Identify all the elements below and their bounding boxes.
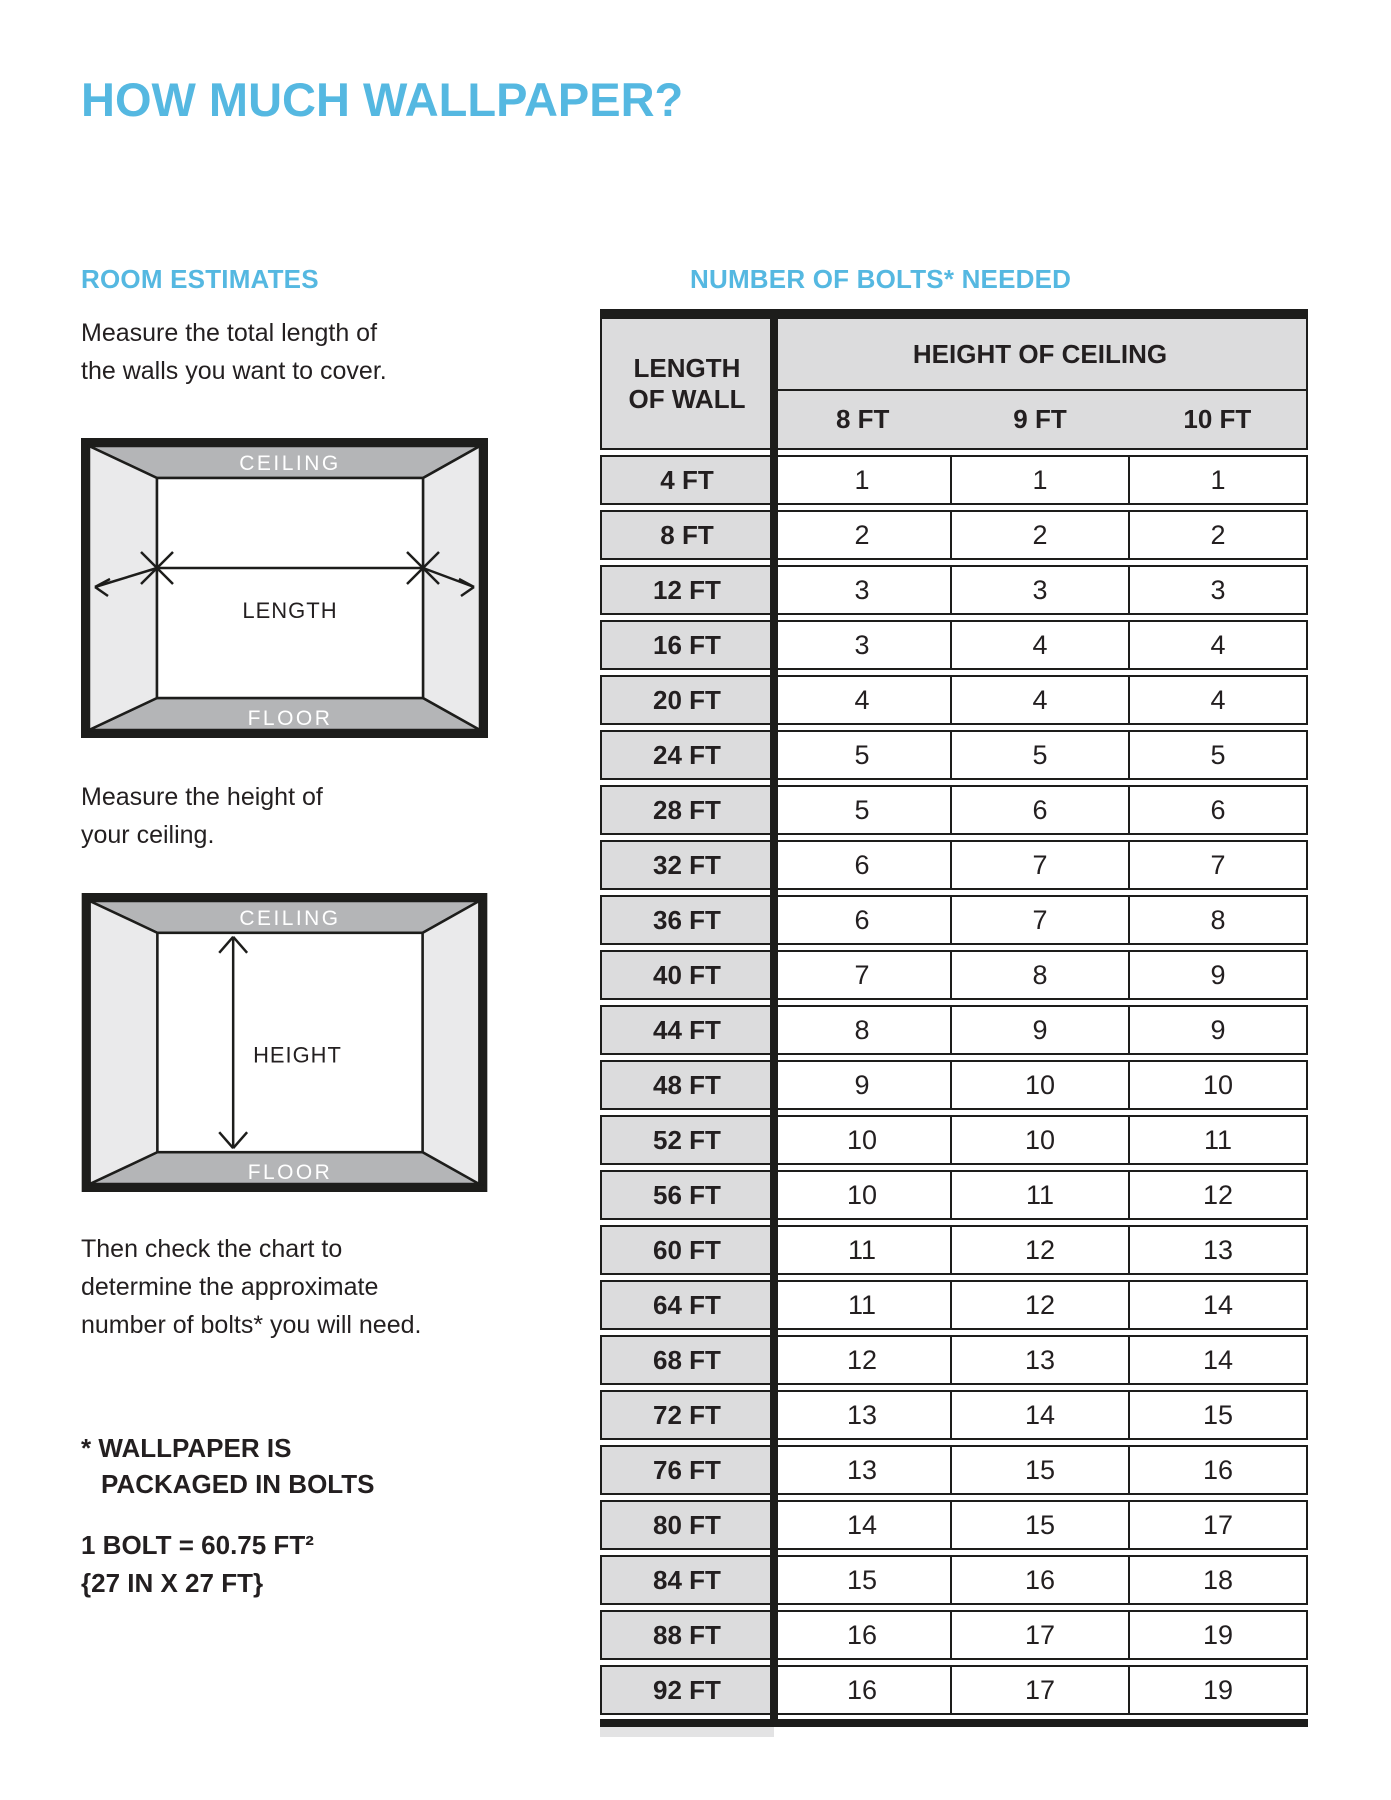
bolt-count-cell: 19 bbox=[1128, 1667, 1306, 1713]
table-bottom-border bbox=[600, 1719, 1308, 1727]
bolt-count-cell: 3 bbox=[950, 567, 1128, 613]
bolt-count-cell: 4 bbox=[1128, 622, 1306, 668]
bolt-count-cell: 4 bbox=[1128, 677, 1306, 723]
bolt-count-cell: 3 bbox=[1128, 567, 1306, 613]
wall-length-label: 52 FT bbox=[600, 1115, 774, 1165]
bolt-count-cell: 9 bbox=[1128, 1007, 1306, 1053]
bolt-count-cell: 13 bbox=[950, 1337, 1128, 1383]
table-row bbox=[600, 1665, 1308, 1715]
ceiling-height-column-header: 9 FT bbox=[1013, 404, 1067, 434]
bolt-count-cell: 10 bbox=[846, 1179, 878, 1210]
text-line: Measure the total length of bbox=[81, 319, 378, 347]
table-row bbox=[600, 840, 1308, 890]
bolt-count-cell: 17 bbox=[1128, 1502, 1306, 1548]
floor-label: FLOOR bbox=[247, 1161, 333, 1185]
bolt-count-cell: 8 bbox=[854, 1014, 870, 1045]
left-wall-face bbox=[90, 901, 158, 1184]
row-cells bbox=[774, 1390, 1308, 1440]
bolt-count-cell: 2 bbox=[950, 512, 1128, 558]
table-row bbox=[600, 730, 1308, 780]
wall-length-label: 76 FT bbox=[600, 1445, 774, 1495]
bolt-count-cell: 11 bbox=[847, 1289, 877, 1320]
bolt-count-cell: 6 bbox=[854, 904, 870, 935]
wall-length-label: 12 FT bbox=[600, 565, 774, 615]
table-row bbox=[600, 1115, 1308, 1165]
bolt-count-cell: 7 bbox=[1128, 842, 1306, 888]
bolt-count-cell: 16 bbox=[846, 1619, 878, 1650]
row-cells bbox=[774, 620, 1308, 670]
bolt-count-cell: 9 bbox=[854, 1069, 870, 1100]
bolt-count-cell: 7 bbox=[950, 842, 1128, 888]
table-row bbox=[600, 510, 1308, 560]
table-row bbox=[600, 1500, 1308, 1550]
wall-length-label: 24 FT bbox=[600, 730, 774, 780]
bolt-count-cell: 11 bbox=[950, 1172, 1128, 1218]
wallpaper-bolts-footnote bbox=[81, 1430, 374, 1502]
bolt-count-cell: 19 bbox=[1128, 1612, 1306, 1658]
bolt-count-cell: 10 bbox=[950, 1062, 1128, 1108]
row-cells bbox=[774, 1500, 1308, 1550]
text-line: Then check the chart to bbox=[81, 1235, 343, 1263]
wall-length-label: 88 FT bbox=[600, 1610, 774, 1660]
column-group-header: HEIGHT OF CEILING bbox=[774, 319, 1306, 391]
table-top-border bbox=[600, 309, 1308, 317]
table-footer-stub bbox=[600, 1727, 774, 1737]
text-line: LENGTH bbox=[633, 352, 741, 383]
text-line: determine the approximate bbox=[81, 1273, 379, 1301]
row-axis-header bbox=[600, 317, 774, 450]
bolt-count-cell: 5 bbox=[1128, 732, 1306, 778]
bolt-count-cell: 4 bbox=[854, 684, 870, 715]
bolt-count-cell: 11 bbox=[1128, 1117, 1306, 1163]
table-row bbox=[600, 1390, 1308, 1440]
text-line: your ceiling. bbox=[81, 821, 215, 849]
wall-length-label: 92 FT bbox=[600, 1665, 774, 1715]
row-cells bbox=[774, 1335, 1308, 1385]
room-height-diagram bbox=[81, 893, 488, 1192]
row-cells bbox=[774, 1170, 1308, 1220]
row-cells bbox=[774, 1060, 1308, 1110]
bolt-count-cell: 8 bbox=[950, 952, 1128, 998]
bolt-count-cell: 15 bbox=[1128, 1392, 1306, 1438]
row-cells bbox=[774, 785, 1308, 835]
bolt-count-cell: 9 bbox=[1128, 952, 1306, 998]
right-wall-face bbox=[423, 901, 480, 1184]
table-row bbox=[600, 895, 1308, 945]
wall-length-label: 28 FT bbox=[600, 785, 774, 835]
bolt-count-cell: 1 bbox=[1128, 457, 1306, 503]
bolt-count-cell: 1 bbox=[950, 457, 1128, 503]
left-wall-face bbox=[89, 446, 157, 730]
wall-length-label: 44 FT bbox=[600, 1005, 774, 1055]
table-row bbox=[600, 620, 1308, 670]
row-cells bbox=[774, 840, 1308, 890]
row-cells bbox=[774, 730, 1308, 780]
bolt-count-cell: 11 bbox=[847, 1234, 877, 1265]
wall-length-label: 72 FT bbox=[600, 1390, 774, 1440]
wall-length-label: 32 FT bbox=[600, 840, 774, 890]
page-title: HOW MUCH WALLPAPER? bbox=[81, 73, 684, 126]
table-row bbox=[600, 1060, 1308, 1110]
wall-length-label: 64 FT bbox=[600, 1280, 774, 1330]
text-line: 1 BOLT = 60.75 FT² bbox=[81, 1530, 314, 1560]
bolt-count-cell: 14 bbox=[950, 1392, 1128, 1438]
bolt-count-cell: 3 bbox=[854, 629, 870, 660]
row-cells bbox=[774, 1445, 1308, 1495]
table-row bbox=[600, 785, 1308, 835]
wall-length-label: 68 FT bbox=[600, 1335, 774, 1385]
ceiling-label: CEILING bbox=[239, 906, 341, 930]
wall-length-label: 20 FT bbox=[600, 675, 774, 725]
table-row bbox=[600, 1170, 1308, 1220]
bolt-count-cell: 14 bbox=[1128, 1282, 1306, 1328]
bolt-count-cell: 5 bbox=[950, 732, 1128, 778]
text-line: {27 IN X 27 FT} bbox=[81, 1568, 264, 1598]
table-vertical-divider bbox=[770, 317, 778, 1719]
ceiling-height-column-header: 10 FT bbox=[1183, 404, 1252, 434]
bolt-count-cell: 2 bbox=[1128, 512, 1306, 558]
table-row bbox=[600, 1610, 1308, 1660]
row-cells bbox=[774, 895, 1308, 945]
bolt-count-cell: 5 bbox=[854, 794, 870, 825]
instruction-measure-length bbox=[81, 314, 387, 390]
row-cells bbox=[774, 455, 1308, 505]
length-label: LENGTH bbox=[242, 598, 338, 623]
room-estimates-heading: ROOM ESTIMATES bbox=[81, 264, 319, 294]
text-line: OF WALL bbox=[628, 383, 746, 414]
column-headers-row bbox=[774, 391, 1306, 448]
bolt-count-cell: 12 bbox=[950, 1227, 1128, 1273]
bolt-count-cell: 15 bbox=[950, 1447, 1128, 1493]
bolt-count-cell: 16 bbox=[950, 1557, 1128, 1603]
bolts-table bbox=[600, 309, 1308, 1737]
text-line: * WALLPAPER IS bbox=[81, 1433, 292, 1463]
table-row bbox=[600, 1005, 1308, 1055]
height-label: HEIGHT bbox=[253, 1042, 342, 1068]
bolt-count-cell: 5 bbox=[854, 739, 870, 770]
row-cells bbox=[774, 1665, 1308, 1715]
table-body bbox=[600, 455, 1308, 1715]
bolt-count-cell: 16 bbox=[1128, 1447, 1306, 1493]
row-cells bbox=[774, 565, 1308, 615]
instruction-check-chart bbox=[81, 1230, 421, 1344]
table-row bbox=[600, 950, 1308, 1000]
row-cells bbox=[774, 1225, 1308, 1275]
room-length-diagram bbox=[81, 438, 488, 738]
row-cells bbox=[774, 1610, 1308, 1660]
bolt-count-cell: 15 bbox=[846, 1564, 878, 1595]
text-line: Measure the height of bbox=[81, 783, 323, 811]
bolt-count-cell: 2 bbox=[854, 519, 870, 550]
row-cells bbox=[774, 1555, 1308, 1605]
table-row bbox=[600, 565, 1308, 615]
wall-length-label: 36 FT bbox=[600, 895, 774, 945]
bolt-count-cell: 12 bbox=[846, 1344, 878, 1375]
wall-length-label: 40 FT bbox=[600, 950, 774, 1000]
row-cells bbox=[774, 1280, 1308, 1330]
text-line: the walls you want to cover. bbox=[81, 357, 387, 385]
row-cells bbox=[774, 510, 1308, 560]
row-cells bbox=[774, 1115, 1308, 1165]
bolt-count-cell: 6 bbox=[1128, 787, 1306, 833]
bolt-count-cell: 7 bbox=[950, 897, 1128, 943]
bolt-count-cell: 7 bbox=[854, 959, 870, 990]
table-row bbox=[600, 455, 1308, 505]
table-row bbox=[600, 675, 1308, 725]
bolt-count-cell: 14 bbox=[846, 1509, 878, 1540]
wall-length-label: 60 FT bbox=[600, 1225, 774, 1275]
row-cells bbox=[774, 675, 1308, 725]
bolt-count-cell: 16 bbox=[846, 1674, 878, 1705]
bolt-count-cell: 13 bbox=[846, 1454, 878, 1485]
back-wall-face bbox=[157, 478, 423, 698]
wall-length-label: 48 FT bbox=[600, 1060, 774, 1110]
bolt-count-cell: 18 bbox=[1128, 1557, 1306, 1603]
bolt-count-cell: 3 bbox=[854, 574, 870, 605]
bolt-count-cell: 10 bbox=[950, 1117, 1128, 1163]
table-row bbox=[600, 1335, 1308, 1385]
bolt-count-cell: 9 bbox=[950, 1007, 1128, 1053]
table-header bbox=[600, 317, 1308, 450]
bolt-size-spec bbox=[81, 1526, 314, 1602]
bolt-count-cell: 12 bbox=[1128, 1172, 1306, 1218]
wall-length-label: 8 FT bbox=[600, 510, 774, 560]
wall-length-label: 80 FT bbox=[600, 1500, 774, 1550]
bolt-count-cell: 1 bbox=[854, 464, 870, 495]
bolt-count-cell: 13 bbox=[846, 1399, 878, 1430]
wall-length-label: 84 FT bbox=[600, 1555, 774, 1605]
ceiling-header-block bbox=[774, 317, 1308, 450]
bolt-count-cell: 15 bbox=[950, 1502, 1128, 1548]
bolt-count-cell: 4 bbox=[950, 677, 1128, 723]
table-row bbox=[600, 1555, 1308, 1605]
floor-label: FLOOR bbox=[247, 707, 333, 730]
bolt-count-cell: 17 bbox=[950, 1667, 1128, 1713]
row-cells bbox=[774, 1005, 1308, 1055]
bolt-count-cell: 13 bbox=[1128, 1227, 1306, 1273]
bolt-count-cell: 4 bbox=[950, 622, 1128, 668]
instruction-measure-height bbox=[81, 778, 323, 854]
bolt-count-cell: 17 bbox=[950, 1612, 1128, 1658]
text-line: PACKAGED IN BOLTS bbox=[101, 1469, 375, 1499]
table-row bbox=[600, 1225, 1308, 1275]
bolts-needed-heading: NUMBER OF BOLTS* NEEDED bbox=[690, 264, 1072, 294]
ceiling-height-column-header: 8 FT bbox=[835, 404, 890, 434]
wall-length-label: 4 FT bbox=[600, 455, 774, 505]
bolt-count-cell: 12 bbox=[950, 1282, 1128, 1328]
bolt-count-cell: 8 bbox=[1128, 897, 1306, 943]
bolt-count-cell: 6 bbox=[950, 787, 1128, 833]
bolt-count-cell: 6 bbox=[854, 849, 870, 880]
bolt-count-cell: 10 bbox=[846, 1124, 878, 1155]
ceiling-label: CEILING bbox=[239, 452, 341, 475]
row-cells bbox=[774, 950, 1308, 1000]
table-row bbox=[600, 1280, 1308, 1330]
table-row bbox=[600, 1445, 1308, 1495]
bolt-count-cell: 10 bbox=[1128, 1062, 1306, 1108]
wall-length-label: 16 FT bbox=[600, 620, 774, 670]
text-line: number of bolts* you will need. bbox=[81, 1311, 422, 1339]
bolt-count-cell: 14 bbox=[1128, 1337, 1306, 1383]
wall-length-label: 56 FT bbox=[600, 1170, 774, 1220]
